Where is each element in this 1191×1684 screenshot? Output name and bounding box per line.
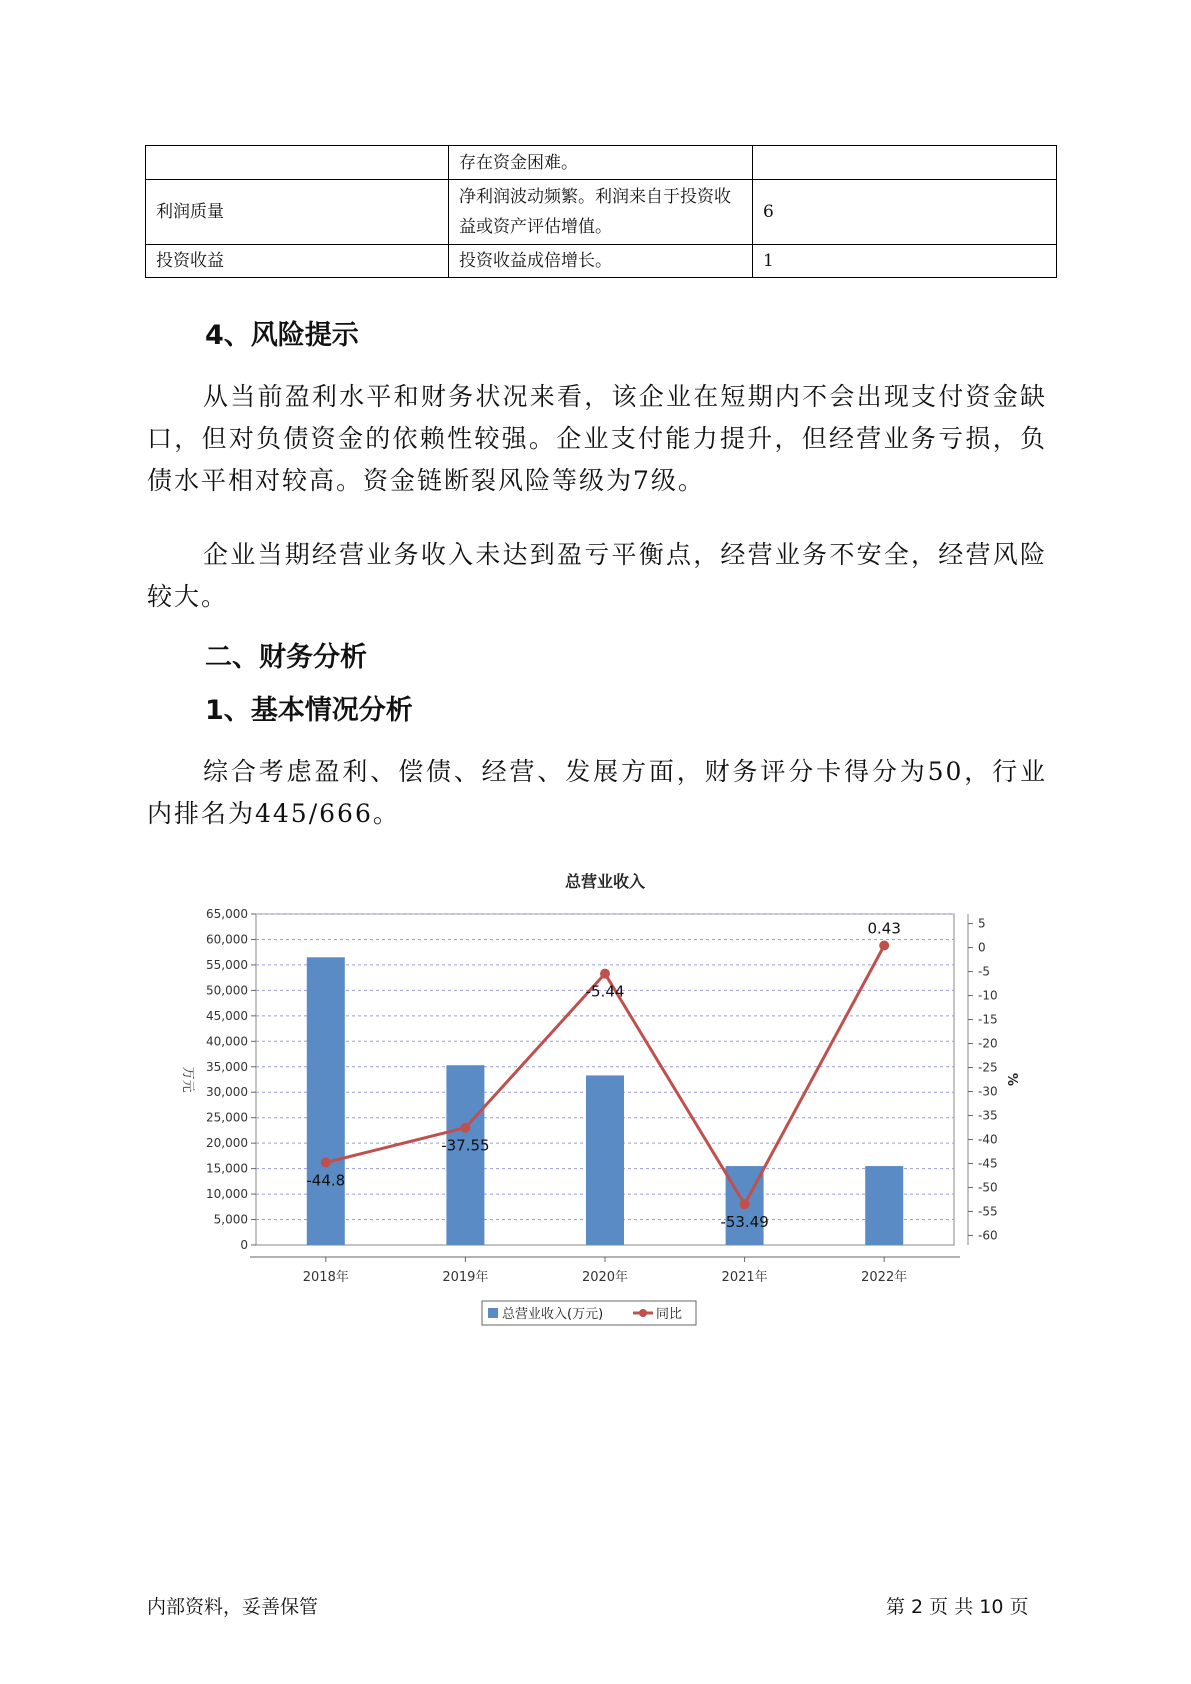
chart-title: 总营业收入 <box>564 872 646 891</box>
right-axis-tick-label: -5 <box>978 964 990 979</box>
table-cell-score: 1 <box>753 245 1057 278</box>
legend-label-yoy: 同比 <box>656 1307 683 1322</box>
table-cell-desc: 净利润波动频繁。利润来自于投资收益或资产评估增值。 <box>449 180 753 245</box>
table-row <box>146 180 1057 245</box>
left-axis-tick-label: 65,000 <box>206 907 248 921</box>
yoy-point <box>600 969 610 979</box>
page-number: 第 2 页 共 10 页 <box>886 1596 1029 1618</box>
left-axis-tick-label: 0 <box>240 1238 248 1252</box>
right-axis-tick-label: -35 <box>978 1108 998 1123</box>
table-row <box>146 146 1057 180</box>
legend-label-revenue: 总营业收入(万元) <box>502 1307 604 1322</box>
footer-note: 内部资料，妥善保管 <box>147 1596 319 1618</box>
right-axis-tick-label: -50 <box>978 1180 998 1195</box>
table-row <box>146 245 1057 278</box>
bar-2019年 <box>446 1065 484 1245</box>
x-axis-tick-label: 2020年 <box>581 1270 629 1285</box>
right-axis-tick-label: -40 <box>978 1132 998 1147</box>
yoy-point <box>460 1123 470 1133</box>
yoy-point <box>740 1199 750 1209</box>
x-axis-tick-label: 2022年 <box>861 1270 908 1285</box>
right-axis-tick-label: 0 <box>978 940 986 955</box>
yoy-data-label: -44.8 <box>306 1171 346 1190</box>
left-axis-tick-label: 50,000 <box>206 983 248 998</box>
basic-heading: 1、基本情况分析 <box>205 695 413 726</box>
table-cell-score: 6 <box>753 180 1057 245</box>
x-axis-tick-label: 2021年 <box>721 1270 768 1285</box>
table-cell-desc: 存在资金困难。 <box>449 146 753 180</box>
left-axis-tick-label: 60,000 <box>206 932 248 947</box>
table-cell-score <box>753 146 1057 180</box>
left-axis-tick-label: 20,000 <box>206 1136 248 1151</box>
left-axis-tick-label: 10,000 <box>206 1187 248 1202</box>
left-axis-tick-label: 55,000 <box>206 957 248 972</box>
yoy-data-label: -53.49 <box>720 1213 769 1232</box>
bar-2022年 <box>865 1166 903 1245</box>
right-axis-tick-label: -55 <box>978 1204 998 1219</box>
revenue-chart-svg <box>170 862 1019 1332</box>
table-cell-desc: 投资收益成倍增长。 <box>449 245 753 278</box>
right-axis-label: % <box>1004 1072 1019 1087</box>
right-axis-tick-label: 5 <box>978 916 986 931</box>
right-axis-tick-label: -45 <box>978 1156 998 1171</box>
left-axis-tick-label: 35,000 <box>206 1059 248 1074</box>
yoy-data-label: -5.44 <box>585 982 625 1001</box>
right-axis-tick-label: -25 <box>978 1060 998 1075</box>
basic-paragraph-1: 综合考虑盈利、偿债、经营、发展方面，财务评分卡得分为50，行业内排名为445/666。 <box>147 757 1047 828</box>
left-axis-tick-label: 30,000 <box>206 1085 248 1100</box>
left-axis-tick-label: 15,000 <box>206 1161 248 1176</box>
evaluation-table <box>145 145 1057 278</box>
right-axis-tick-label: -60 <box>978 1228 998 1243</box>
x-axis-tick-label: 2018年 <box>302 1270 349 1285</box>
left-axis-tick-label: 5,000 <box>213 1212 248 1227</box>
finance-heading: 二、财务分析 <box>205 642 367 673</box>
risk-paragraph-1: 从当前盈利水平和财务状况来看，该企业在短期内不会出现支付资金缺口，但对负债资金的依赖性较强。企业支付能力提升，但经营业务亏损，负债水平相对较高。资金链断裂风险等级为7级。 <box>147 382 1047 495</box>
x-axis-tick-label: 2019年 <box>442 1270 489 1285</box>
left-axis-tick-label: 40,000 <box>206 1034 248 1049</box>
table-cell-item <box>146 146 449 180</box>
left-axis-tick-label: 45,000 <box>206 1008 248 1023</box>
risk-paragraph-2: 企业当期经营业务收入未达到盈亏平衡点，经营业务不安全，经营风险较大。 <box>147 540 1047 611</box>
bar-2018年 <box>307 957 345 1245</box>
right-axis-tick-label: -20 <box>978 1036 998 1051</box>
revenue-chart <box>170 862 1019 1336</box>
risk-heading: 4、风险提示 <box>205 320 359 351</box>
left-axis-tick-label: 25,000 <box>206 1110 248 1125</box>
legend-swatch-revenue <box>488 1308 498 1318</box>
legend-marker-yoy <box>639 1309 647 1317</box>
table-cell-item: 投资收益 <box>146 245 449 278</box>
left-axis-label: 万元 <box>180 1066 195 1093</box>
right-axis-tick-label: -15 <box>978 1012 998 1027</box>
yoy-data-label: -37.55 <box>441 1136 490 1155</box>
right-axis-tick-label: -10 <box>978 988 998 1003</box>
yoy-point <box>879 941 889 951</box>
table-cell-item: 利润质量 <box>146 180 449 245</box>
right-axis-tick-label: -30 <box>978 1084 998 1099</box>
bar-2020年 <box>586 1075 624 1245</box>
yoy-point <box>321 1157 331 1167</box>
yoy-data-label: 0.43 <box>867 919 901 938</box>
